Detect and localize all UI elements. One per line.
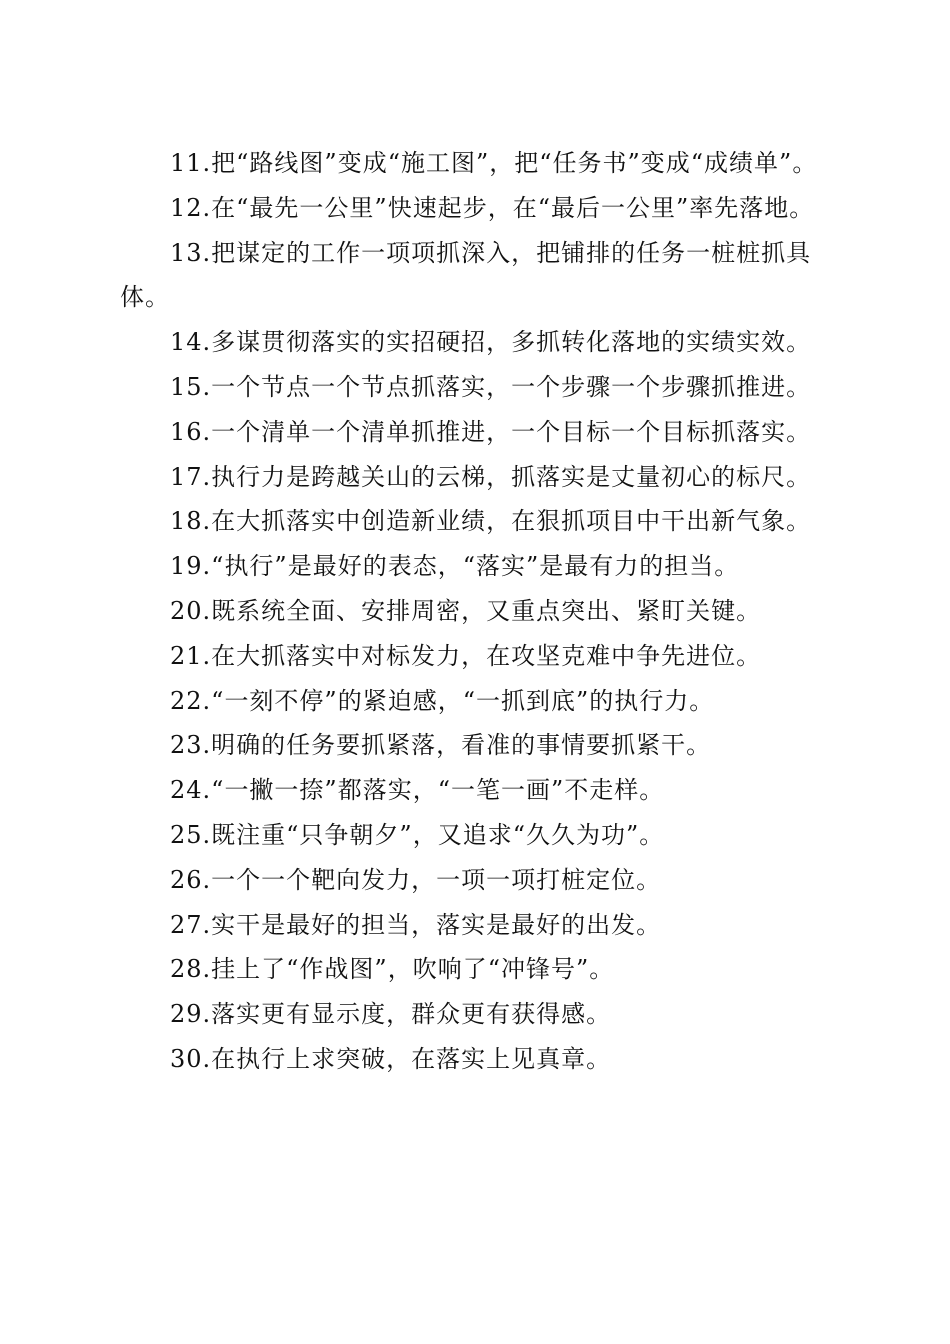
paragraph-26: 26.一个一个靶向发力，一项一项打桩定位。 bbox=[170, 865, 662, 894]
paragraph-12: 12.在“最先一公里”快速起步，在“最后一公里”率先落地。 bbox=[170, 193, 815, 222]
paragraph-17: 17.执行力是跨越关山的云梯，抓落实是丈量初心的标尺。 bbox=[170, 462, 812, 491]
document-body bbox=[120, 141, 825, 1082]
paragraph-28: 28.挂上了“作战图”，吹响了“冲锋号”。 bbox=[170, 955, 615, 984]
paragraph-30: 30.在执行上求突破，在落实上见真章。 bbox=[170, 1044, 612, 1073]
paragraph-21: 21.在大抓落实中对标发力，在攻坚克难中争先进位。 bbox=[170, 641, 762, 670]
paragraph-25: 25.既注重“只争朝夕”，又追求“久久为功”。 bbox=[170, 820, 665, 849]
paragraph-23: 23.明确的任务要抓紧落，看准的事情要抓紧干。 bbox=[170, 731, 712, 760]
paragraph-22: 22.“一刻不停”的紧迫感，“一抓到底”的执行力。 bbox=[170, 686, 715, 715]
paragraph-14: 14.多谋贯彻落实的实招硬招，多抓转化落地的实绩实效。 bbox=[170, 328, 812, 357]
paragraph-20: 20.既系统全面、安排周密，又重点突出、紧盯关键。 bbox=[170, 596, 762, 625]
paragraph-16: 16.一个清单一个清单抓推进，一个目标一个目标抓落实。 bbox=[170, 417, 812, 446]
paragraph-15: 15.一个节点一个节点抓落实，一个步骤一个步骤抓推进。 bbox=[170, 372, 812, 401]
paragraph-13: 13.把谋定的工作一项项抓深入，把铺排的任务一桩桩抓具体。 bbox=[120, 238, 812, 312]
paragraph-18: 18.在大抓落实中创造新业绩，在狠抓项目中干出新气象。 bbox=[170, 507, 812, 536]
paragraph-27: 27.实干是最好的担当，落实是最好的出发。 bbox=[170, 910, 662, 939]
paragraph-11: 11.把“路线图”变成“施工图”，把“任务书”变成“成绩单”。 bbox=[170, 149, 818, 177]
paragraph-29: 29.落实更有显示度，群众更有获得感。 bbox=[170, 1000, 612, 1029]
paragraph-19: 19.“执行”是最好的表态，“落实”是最有力的担当。 bbox=[170, 552, 740, 581]
paragraph-24: 24.“一撇一捺”都落实，“一笔一画”不走样。 bbox=[170, 776, 665, 805]
